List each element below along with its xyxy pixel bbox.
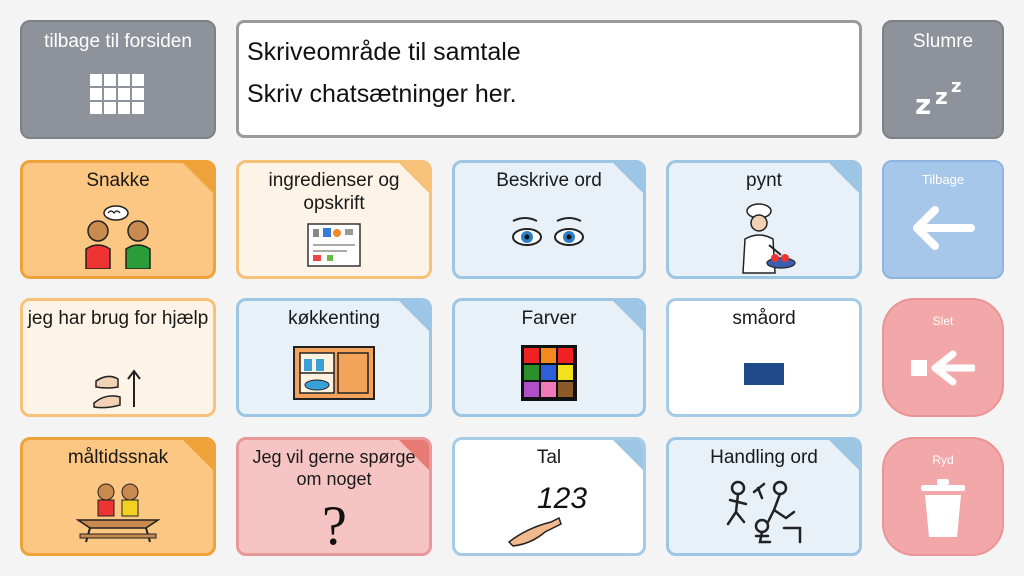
tile-label: Snakke	[86, 170, 150, 191]
small-word-icon	[669, 363, 859, 385]
tile-ingredienser[interactable]	[236, 160, 432, 279]
action-figures-icon	[669, 478, 859, 548]
people-talking-icon	[23, 203, 213, 269]
tile-spoerge[interactable]	[236, 437, 432, 556]
recipe-icon	[239, 223, 429, 267]
tile-maaltidssnak[interactable]	[20, 437, 216, 556]
tile-label: ingredienser og opskrift	[268, 170, 400, 214]
tile-hjaelp[interactable]	[20, 298, 216, 417]
tile-label: Jeg vil gerne spørge om noget	[252, 447, 416, 489]
home-button[interactable]	[20, 20, 216, 139]
delete-button[interactable]	[882, 298, 1004, 417]
tile-beskrive-ord[interactable]	[452, 160, 646, 279]
back-button[interactable]	[882, 160, 1004, 279]
tile-label: pynt	[746, 170, 782, 191]
chat-write-area[interactable]	[236, 20, 862, 138]
sleep-button[interactable]	[882, 20, 1004, 139]
tile-label: Farver	[521, 308, 577, 329]
tile-label: køkkenting	[288, 308, 380, 329]
grid-icon	[22, 74, 214, 116]
svg-text:z: z	[935, 85, 948, 110]
sleep-zzz-icon	[884, 70, 1002, 120]
tile-label: måltidssnak	[67, 447, 169, 468]
sleep-label: Slumre	[912, 31, 974, 52]
chef-decorating-icon	[669, 203, 859, 275]
tile-pynt[interactable]	[666, 160, 862, 279]
tile-farver[interactable]	[452, 298, 646, 417]
tile-handling-ord[interactable]	[666, 437, 862, 556]
write-area-hint: Skriv chatsætninger her.	[247, 80, 517, 108]
tile-snakke[interactable]	[20, 160, 216, 279]
svg-text:z: z	[915, 88, 932, 120]
svg-text:?: ?	[322, 496, 347, 552]
svg-text:123: 123	[537, 482, 588, 515]
trash-can-icon	[884, 477, 1002, 539]
help-hands-icon	[23, 363, 213, 409]
home-label: tilbage til forsiden	[44, 31, 192, 52]
tile-smaaord[interactable]	[666, 298, 862, 417]
tile-label: Handling ord	[710, 447, 818, 468]
kitchen-cupboard-icon	[239, 345, 429, 401]
tile-label: Beskrive ord	[496, 170, 602, 191]
people-at-table-icon	[23, 480, 213, 544]
clear-button[interactable]	[882, 437, 1004, 556]
tile-label: Tal	[536, 447, 562, 468]
tile-koekkenting[interactable]	[236, 298, 432, 417]
delete-label: Slet	[932, 314, 954, 328]
eyes-icon	[455, 215, 643, 251]
color-palette-icon	[455, 345, 643, 401]
counting-hand-icon	[455, 478, 643, 548]
tile-tal[interactable]	[452, 437, 646, 556]
tile-label: småord	[732, 308, 796, 329]
back-label: Tilbage	[921, 172, 965, 187]
question-mark-icon	[239, 496, 429, 552]
clear-label: Ryd	[932, 453, 954, 467]
svg-text:z: z	[951, 76, 962, 97]
write-area-title: Skriveområde til samtale	[247, 38, 521, 66]
backspace-icon	[884, 350, 1002, 386]
arrow-left-icon	[884, 206, 1002, 250]
tile-label: jeg har brug for hjælp	[27, 308, 209, 329]
